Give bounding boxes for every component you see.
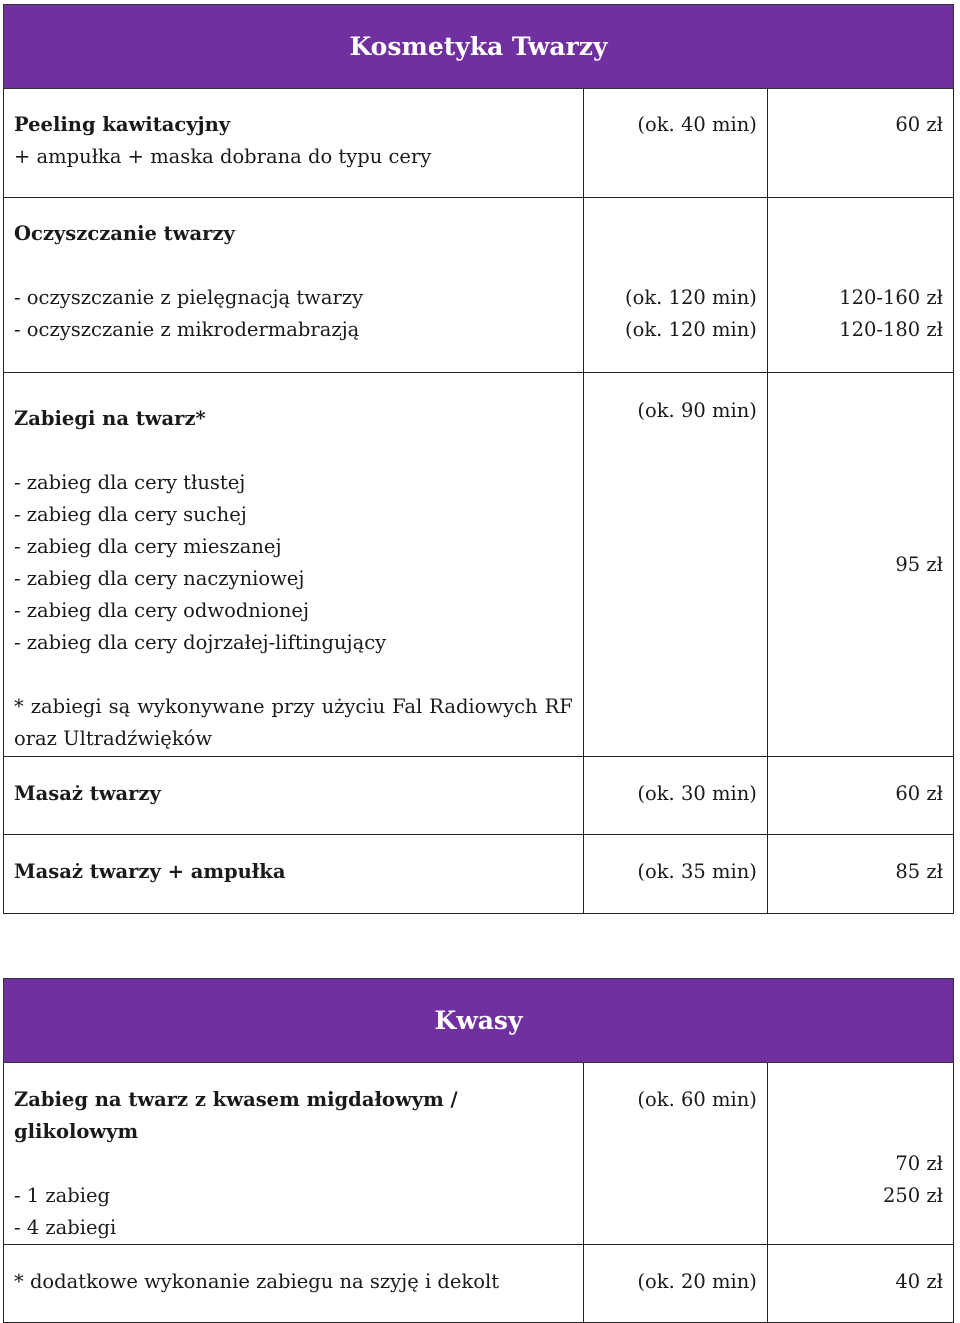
service-price-cell bbox=[767, 198, 953, 373]
service-time: (ok. 120 min) bbox=[624, 318, 757, 341]
service-name: Zabieg na twarz z kwasem migdałowym / glikolowym bbox=[14, 1088, 458, 1143]
service-price: 60 zł bbox=[767, 757, 953, 835]
service-option: - oczyszczanie z pielęgnacją twarzy bbox=[14, 286, 364, 309]
section-header bbox=[4, 979, 954, 1063]
service-time: (ok. 60 min) bbox=[583, 1063, 767, 1245]
kwasy-table bbox=[3, 978, 954, 1323]
service-name: Peeling kawitacyjny bbox=[14, 113, 231, 136]
service-time: (ok. 90 min) bbox=[583, 373, 767, 757]
service-row-szyja-dekolt bbox=[4, 1245, 954, 1323]
service-option: - zabieg dla cery dojrzałej-liftingujący bbox=[14, 631, 387, 654]
service-price: 70 zł bbox=[895, 1152, 943, 1175]
section-title: Kosmetyka Twarzy bbox=[4, 5, 954, 89]
service-option: - 4 zabiegi bbox=[14, 1216, 117, 1239]
service-row-masaz bbox=[4, 757, 954, 835]
service-name: * dodatkowe wykonanie zabiegu na szyję i dekolt bbox=[4, 1245, 584, 1323]
service-note: * zabiegi są wykonywane przy użyciu Fal Radiowych RF oraz Ultradźwięków bbox=[14, 695, 573, 750]
service-price: 250 zł bbox=[882, 1184, 943, 1207]
service-price-cell bbox=[767, 1063, 953, 1245]
service-name-cell bbox=[4, 835, 584, 914]
service-row-oczyszczanie bbox=[4, 198, 954, 373]
service-row-kwasy bbox=[4, 1063, 954, 1245]
service-price: 95 zł bbox=[767, 373, 953, 757]
service-time: (ok. 20 min) bbox=[583, 1245, 767, 1323]
service-row-peeling bbox=[4, 89, 954, 198]
service-option: - oczyszczanie z mikrodermabrazją bbox=[14, 318, 360, 341]
service-option: - zabieg dla cery suchej bbox=[14, 503, 247, 526]
service-name-cell bbox=[4, 757, 584, 835]
service-time: (ok. 35 min) bbox=[583, 835, 767, 914]
service-name-cell bbox=[4, 198, 584, 373]
service-price: 40 zł bbox=[767, 1245, 953, 1323]
service-row-masaz-ampulka bbox=[4, 835, 954, 914]
kosmetyka-twarzy-table bbox=[3, 4, 954, 914]
service-option: - zabieg dla cery tłustej bbox=[14, 471, 246, 494]
service-price: 60 zł bbox=[767, 89, 953, 198]
service-option: - 1 zabieg bbox=[14, 1184, 111, 1207]
service-name-cell bbox=[4, 1063, 584, 1245]
service-price: 120-180 zł bbox=[839, 318, 943, 341]
service-name-cell bbox=[4, 89, 584, 198]
service-price: 120-160 zł bbox=[839, 286, 943, 309]
service-time: (ok. 30 min) bbox=[583, 757, 767, 835]
service-row-zabiegi bbox=[4, 373, 954, 757]
service-time: (ok. 120 min) bbox=[624, 286, 757, 309]
service-name: Zabiegi na twarz* bbox=[14, 407, 206, 430]
section-title: Kwasy bbox=[4, 979, 954, 1063]
service-option: - zabieg dla cery mieszanej bbox=[14, 535, 282, 558]
service-name-cell bbox=[4, 373, 584, 757]
service-name: Masaż twarzy + ampułka bbox=[14, 860, 286, 883]
service-price: 85 zł bbox=[767, 835, 953, 914]
service-option: - zabieg dla cery odwodnionej bbox=[14, 599, 309, 622]
section-header bbox=[4, 5, 954, 89]
service-name: Masaż twarzy bbox=[14, 782, 161, 805]
service-description: + ampułka + maska dobrana do typu cery bbox=[14, 145, 432, 168]
service-time: (ok. 40 min) bbox=[583, 89, 767, 198]
service-time-cell bbox=[583, 198, 767, 373]
service-name: Oczyszczanie twarzy bbox=[14, 222, 235, 245]
service-option: - zabieg dla cery naczyniowej bbox=[14, 567, 305, 590]
